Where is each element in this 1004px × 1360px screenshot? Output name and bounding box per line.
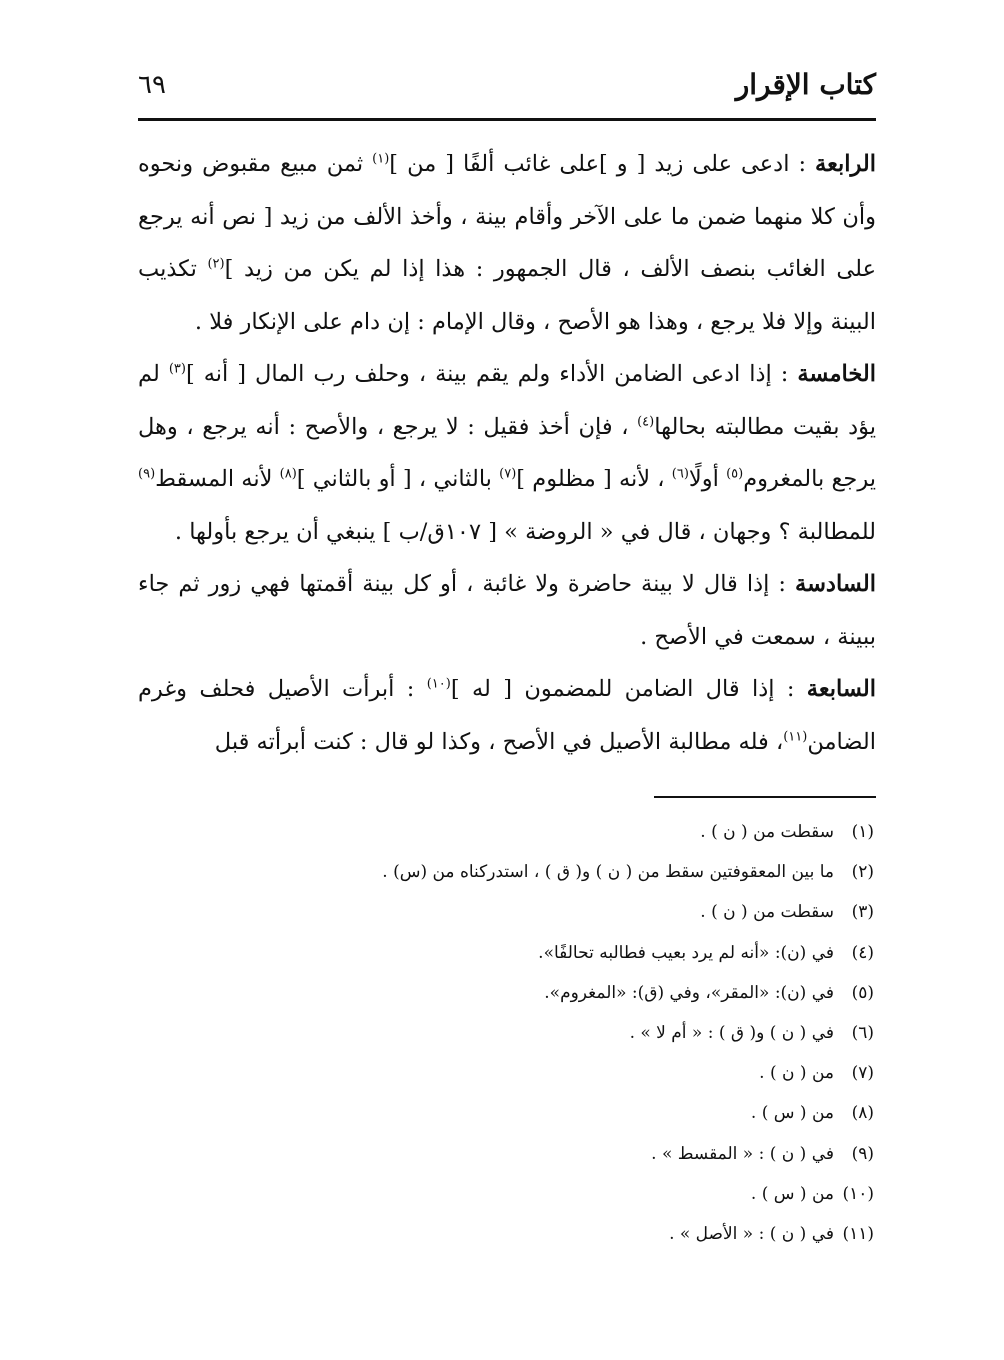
page-header — [138, 62, 876, 112]
footnote-number: (٩) — [851, 1143, 874, 1164]
footnote-text: سقطت من ( ن ) . — [700, 822, 834, 842]
footnote-text: من ( س ) . — [750, 1183, 834, 1204]
footnote-number: (٣) — [851, 902, 874, 923]
header-divider — [138, 118, 876, 121]
text-run: : إذا ادعى الضامن الأداء ولم يقم بينة ، وحلف رب المال [ أنه ] — [185, 361, 798, 387]
text-run: ، فله مطالبة الأصيل في الأصح ، وكذا لو قال : كنت أبرأته قبل — [214, 728, 784, 755]
text-run: تكذيب البينة وإلا فلا يرجع ، وهذا هو الأصح ، وقال الإمام : إن دام على الإنكار فلا . — [138, 256, 876, 335]
footnote-item — [138, 892, 874, 932]
footnote-number: (٨) — [851, 1103, 874, 1124]
text-run: : أبرأت الأصيل فحلف وغرم الضامن — [138, 676, 876, 755]
footnote-item — [138, 1013, 874, 1053]
text-run: : إذا قال لا بينة حاضرة ولا غائبة ، أو كل بينة أقمتها فهي زور ثم جاء ببينة ، سمعت في الأصح . — [138, 571, 876, 650]
footnote-number: (٥) — [851, 982, 874, 1003]
footnote-ref: (٨) — [279, 466, 297, 482]
text-run: أولًا — [688, 466, 727, 492]
footnote-item — [138, 1053, 874, 1093]
text-run: ثمن مبيع مقبوض ونحوه وأن كلا منهما ضمن ما على الآخر وأقام بينة ، وأخذ الألف من زيد [ نص أنه يرجع على الغائب بنصف الألف ، قال الجمهور : هذا إذا لم يكن من زيد ] — [138, 151, 876, 282]
footnote-item — [138, 1093, 874, 1133]
footnote-item — [138, 812, 874, 852]
footnote-ref: (٧) — [499, 466, 517, 482]
footnote-ref: (١٠) — [426, 676, 451, 692]
footnote-number: (١٠) — [842, 1183, 874, 1204]
footnote-text: سقطت من ( ن ) . — [700, 902, 834, 923]
paragraph-fifth — [138, 348, 876, 558]
chapter-title: كتاب الإقرار — [735, 68, 876, 101]
footnote-text: في (ن): «أنه لم يرد بعيب فطالبه تحالفًا». — [538, 942, 834, 963]
footnote-number: (٤) — [851, 942, 874, 963]
footnote-text: من ( س ) . — [750, 1103, 834, 1124]
text-run: للمطالبة ؟ وجهان ، قال في « الروضة » [ ١٠٧ق/ب ] ينبغي أن يرجع بأولها . — [174, 518, 876, 545]
footnote-item — [138, 1174, 874, 1214]
footnote-text: من ( ن ) . — [759, 1063, 834, 1084]
text-run: ، لأنه [ مظلوم ] — [516, 466, 672, 492]
paragraph-lead: الرابعة — [815, 151, 876, 177]
footnote-number: (٢) — [851, 862, 874, 883]
footnote-item — [138, 973, 874, 1013]
text-run: بالثاني ، [ أو بالثاني ] — [296, 466, 500, 492]
footnote-divider — [654, 796, 876, 798]
paragraph-fourth — [138, 138, 876, 348]
footnote-ref: (٢) — [207, 256, 225, 272]
footnote-text: ما بين المعقوفتين سقط من ( ن ) و( ق ) ، استدركناه من (س) . — [382, 862, 834, 883]
footnote-item — [138, 1134, 874, 1174]
footnote-text: في ( ن ) : « الأصل » . — [669, 1224, 834, 1245]
footnote-item — [138, 933, 874, 973]
paragraph-lead: الخامسة — [797, 361, 876, 387]
footnote-number: (١١) — [842, 1224, 874, 1245]
text-run: لم يؤد بقيت مطالبته بحالها — [138, 361, 876, 440]
footnote-number: (١) — [851, 822, 874, 842]
paragraph-seventh — [138, 663, 876, 768]
text-run: : ادعى على زيد [ و ]على غائب ألفًا [ من ] — [389, 151, 816, 177]
paragraph-sixth — [138, 558, 876, 663]
main-text — [138, 138, 876, 768]
page-number: ٦٩ — [138, 70, 166, 100]
footnote-number: (٦) — [851, 1023, 874, 1044]
paragraph-lead: السابعة — [806, 676, 876, 702]
paragraph-lead: السادسة — [795, 571, 876, 597]
footnote-text: في ( ن ) و( ق ) : « أم لا » . — [629, 1023, 834, 1044]
footnote-number: (٧) — [851, 1063, 874, 1084]
footnote-item — [138, 1214, 874, 1254]
footnote-ref: (٥) — [726, 466, 744, 482]
footnote-ref: (١١) — [783, 729, 808, 744]
footnote-ref: (٩) — [138, 466, 156, 482]
footnote-text: في (ن): «المقر»، وفي (ق): «المغروم». — [544, 982, 834, 1003]
footnote-ref: (٦) — [671, 466, 689, 482]
footnote-text: في ( ن ) : « المقسط » . — [651, 1143, 834, 1164]
footnote-ref: (٤) — [637, 414, 655, 429]
text-run: لأنه المسقط — [155, 466, 280, 492]
text-run: ، فإن أخذ فقيل : لا يرجع ، والأصح : أنه يرجع ، وهل يرجع بالمغروم — [138, 413, 877, 492]
text-run: : إذا قال الضامن للمضمون [ له ] — [450, 676, 807, 702]
footnote-ref: (١) — [372, 151, 390, 167]
footnote-item — [138, 852, 874, 892]
footnote-ref: (٣) — [168, 361, 186, 377]
footnotes — [138, 812, 874, 1254]
